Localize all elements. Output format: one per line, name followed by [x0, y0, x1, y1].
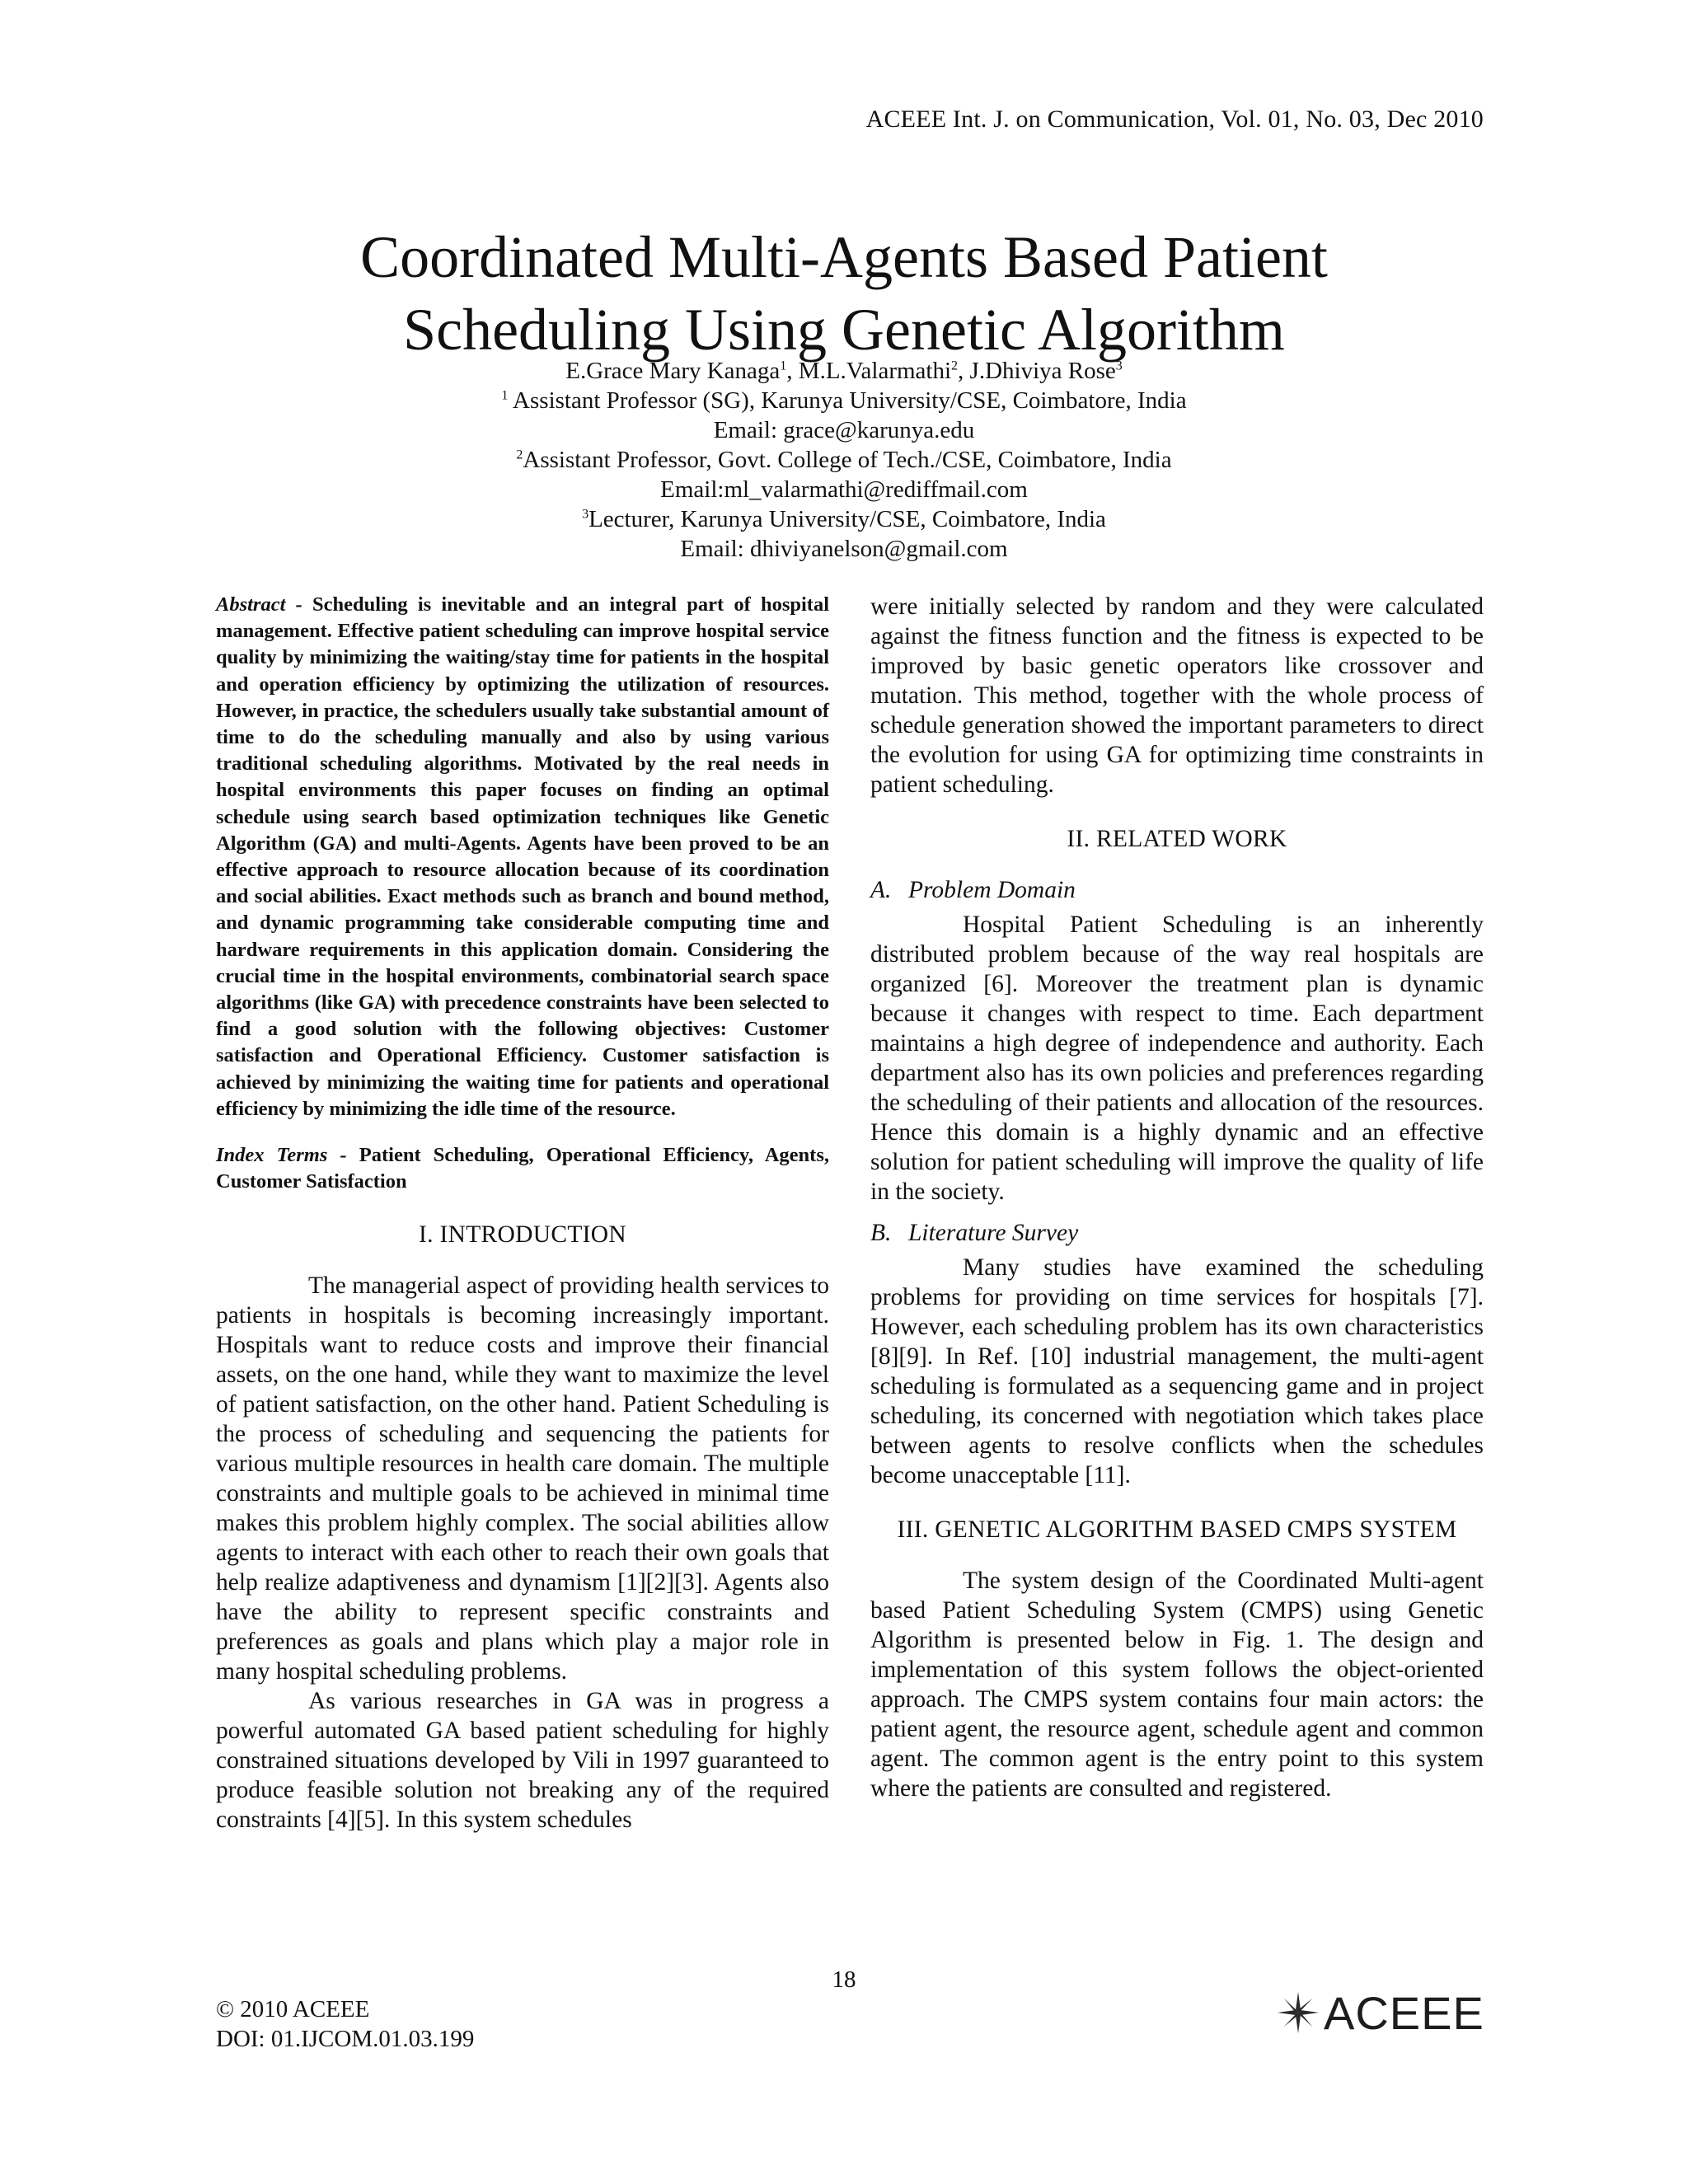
section-heading-introduction: I. INTRODUCTION: [419, 1221, 626, 1249]
subsection-heading-literature-survey: B. Literature Survey: [870, 1220, 1079, 1246]
right-column: [870, 592, 1484, 1803]
title-line-2: Scheduling Using Genetic Algorithm: [403, 297, 1285, 363]
author-line: E.Grace Mary Kanaga$^1$, M.L.Valarmathi$^2$, J.Dhiviya Rose$^3$: [565, 358, 1123, 384]
literature-survey-paragraph: Many studies have examined the scheduling problems for providing on time services for hospitals [7]. However, each scheduling problem has its own characteristics [8][9]. In Ref. [10] industrial management, the multi-agent scheduling is formulated as a sequencing game and in project scheduling, its concerned with negotiation which takes place between agents to resolve conflicts when the schedules become unacceptable [11].: [870, 1254, 1484, 1488]
author-2: , M.L.Valarmathi: [786, 358, 952, 384]
left-column: [216, 592, 829, 1835]
copyright: © 2010 ACEEE: [216, 1996, 370, 2022]
intro-paragraph-1: The managerial aspect of providing health services to patients in hospitals is becoming increasingly important. Hospitals want to reduce costs and improve their financial assets, on the one hand, while they want to maximize the level of patient satisfaction, on the other hand. Patient Scheduling is the process of scheduling and sequencing the patients for various multiple resources in health care domain. The multiple constraints and multiple goals to be achieved in minimal time makes this problem highly complex. The social abilities allow agents to interact with each other to reach their own goals that help realize adaptiveness and dynamism [1][2][3]. Agents also have the ability to represent specific constraints and preferences as goals and plans which play a major role in many hospital scheduling problems.: [216, 1272, 829, 1685]
email-3: Email: dhiviyanelson@gmail.com: [680, 536, 1008, 562]
subsection-heading-problem-domain: A. Problem Domain: [870, 877, 1076, 903]
aceee-logo: [1274, 1986, 1484, 2039]
doi: DOI: 01.IJCOM.01.03.199: [216, 2026, 475, 2052]
logo-text: ACEEE: [1324, 1986, 1484, 2039]
affiliation-1: $^1$ Assistant Professor (SG), Karunya University/CSE, Coimbatore, India: [501, 387, 1187, 414]
footer-info: [216, 1994, 474, 2054]
index-terms-text: Patient Scheduling, Operational Efficiency, Agents, Customer Satisfaction: [216, 1144, 829, 1193]
title-line-1: Coordinated Multi-Agents Based Patient: [360, 224, 1328, 290]
affiliation-2: $^2$Assistant Professor, Govt. College of Tech./CSE, Coimbatore, India: [516, 447, 1172, 473]
intro-paragraph-2: As various researches in GA was in progress a powerful automated GA based patient scheduling for highly constrained situations developed by Vili in 1997 guaranteed to produce feasible solution not breaking any of the required constraints [4][5]. In this system schedules: [216, 1688, 829, 1834]
abstract: [216, 592, 829, 1122]
index-terms: [216, 1142, 829, 1195]
index-terms-label: Index Terms -: [216, 1144, 359, 1167]
abstract-text: Scheduling is inevitable and an integral part of hospital management. Effective patient scheduling can improve hospital service quality by minimizing the waiting/stay time for patients in the hospital and operation efficiency by optimizing the utilization of resources. However, in practice, the schedulers usually take substantial amount of time to do the scheduling manually and also by using various traditional scheduling algorithms. Motivated by the real needs in hospital environments this paper focuses on finding an optimal schedule using search based optimization techniques like Genetic Algorithm (GA) and multi-Agents. Agents have been proved to be an effective approach to resource allocation because of its coordination and social abilities. Exact methods such as branch and bound method, and dynamic programming take considerable computing time and hardware requirements in this application domain. Considering the crucial time in the hospital environments, combinatorial search space algorithms (like GA) with precedence constraints have been selected to find a good solution with the following objectives: Customer satisfaction and Operational Efficiency. Customer satisfaction is achieved by minimizing the waiting time for patients and operational efficiency by minimizing the idle time of the resource.: [216, 593, 829, 1120]
running-head: ACEEE Int. J. on Communication, Vol. 01, No. 03, Dec 2010: [865, 105, 1484, 133]
problem-domain-paragraph: Hospital Patient Scheduling is an inherently distributed problem because of the way real hospitals are organized [6]. Moreover the treatment plan is dynamic because it changes with respect to time. Each department maintains a high degree of independence and authority. Each department also has its own policies and preferences regarding the scheduling of their patients and allocation of the resources. Hence this domain is a highly dynamic and an effective solution for patient scheduling will improve the quality of life in the society.: [870, 912, 1484, 1205]
affiliation-3: $^3$Lecturer, Karunya University/CSE, Coimbatore, India: [582, 506, 1106, 532]
author-3: , J.Dhiviya Rose: [958, 358, 1116, 384]
section-heading-cmps-system: III. GENETIC ALGORITHM BASED CMPS SYSTEM: [897, 1516, 1457, 1543]
page-number: 18: [832, 1966, 856, 1993]
email-1: Email: grace@karunya.edu: [713, 417, 975, 443]
paper-title: [0, 221, 1688, 366]
abstract-label: Abstract -: [216, 593, 312, 616]
authors-block: [0, 356, 1688, 564]
cmps-paragraph: The system design of the Coordinated Multi-agent based Patient Scheduling System (CMPS) using Genetic Algorithm is presented below in Fig. 1. The design and implementation of this system follows the object-oriented approach. The CMPS system contains four main actors: the patient agent, the resource agent, schedule agent and common agent. The common agent is the entry point to this system where the patients are consulted and registered.: [870, 1568, 1484, 1802]
star-burst-icon: [1274, 1989, 1322, 2036]
intro-paragraph-3: were initially selected by random and they were calculated against the fitness function and the fitness is expected to be improved by basic genetic operators like crossover and mutation. This method, together with the whole process of schedule generation showed the important parameters to direct the evolution for using GA for optimizing time constraints in patient scheduling.: [870, 593, 1484, 798]
email-2: Email:ml_valarmathi@rediffmail.com: [660, 476, 1028, 503]
author-1: E.Grace Mary Kanaga: [565, 358, 781, 384]
section-heading-related-work: II. RELATED WORK: [1067, 826, 1287, 852]
